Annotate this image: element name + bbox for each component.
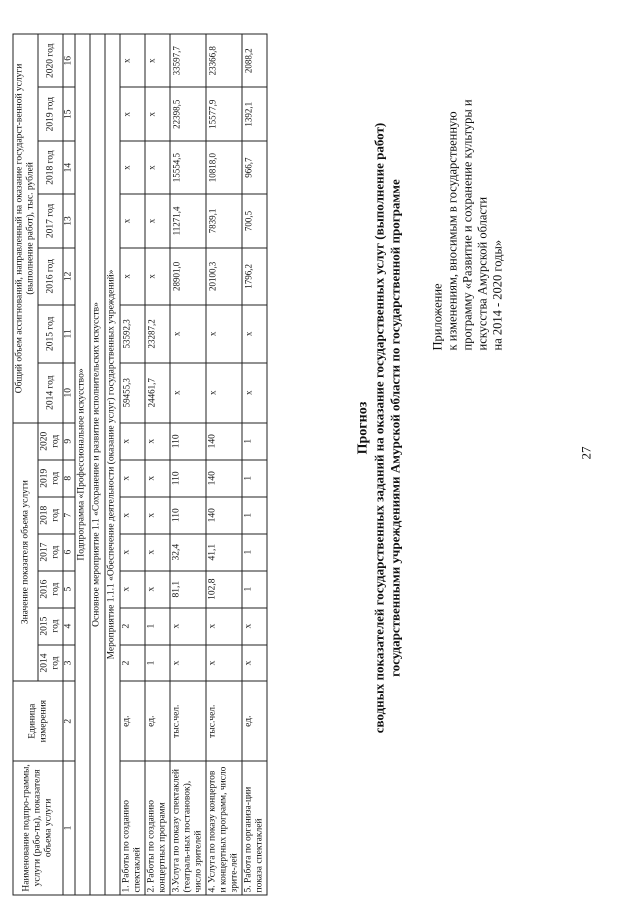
expense-value-cell: 966,7: [242, 140, 267, 193]
title-line: Прогноз: [355, 401, 370, 454]
column-number: 6: [63, 533, 75, 570]
expense-value-cell: х: [120, 247, 145, 304]
header-year: 2016 год: [38, 570, 63, 607]
volume-value-cell: 1: [145, 607, 170, 644]
expense-value-cell: х: [170, 305, 206, 362]
expense-value-cell: х: [145, 194, 170, 247]
column-number: 16: [63, 34, 75, 88]
volume-value-cell: х: [170, 607, 206, 644]
column-number: 4: [63, 607, 75, 644]
expense-value-cell: 59455,3: [120, 362, 145, 422]
expense-value-cell: х: [242, 362, 267, 422]
header-year: 2015 год: [38, 607, 63, 644]
expense-value-cell: 28901,0: [170, 247, 206, 304]
header-expense-year: 2015 год: [38, 305, 63, 362]
column-number: 10: [63, 362, 75, 422]
header-unit: Единица измерения: [13, 681, 63, 760]
document-title: [355, 60, 403, 795]
volume-value-cell: 1: [242, 459, 267, 496]
volume-value-cell: 1: [242, 496, 267, 533]
appendix-block: [430, 10, 505, 350]
header-year: 2017 год: [38, 533, 63, 570]
volume-value-cell: х: [145, 459, 170, 496]
data-rows: [120, 34, 267, 895]
column-number: 13: [63, 194, 75, 247]
appendix-line: программу «Развитие и сохранение культуры и: [460, 98, 474, 350]
header-expense-year: 2019 год: [38, 87, 63, 140]
volume-value-cell: х: [206, 644, 242, 681]
volume-value-cell: 140: [206, 422, 242, 459]
column-number-row: [63, 34, 75, 895]
header-expense-group: Общий объем ассигнований, направленный на оказание государст-венной услуги (выполнение работ), тыс. рублей: [13, 34, 38, 423]
forecast-table-container: [12, 33, 304, 895]
volume-value-cell: 110: [170, 422, 206, 459]
forecast-table: [12, 33, 267, 895]
expense-value-cell: 11271,4: [170, 194, 206, 247]
volume-value-cell: х: [120, 496, 145, 533]
appendix-line: искусства Амурской области: [475, 196, 489, 350]
header-expense-year: 2014 год: [38, 362, 63, 422]
header-volume-group: Значение показателя объема услуги: [13, 422, 38, 681]
expense-value-cell: х: [170, 362, 206, 422]
column-number: 1: [63, 760, 75, 894]
appendix-line: на 2014 - 2020 годы»: [490, 239, 504, 350]
header-expense-year: 2016 год: [38, 247, 63, 304]
expense-value-cell: 22398,5: [170, 87, 206, 140]
volume-value-cell: х: [120, 533, 145, 570]
table-row: [145, 34, 170, 895]
expense-value-cell: х: [242, 305, 267, 362]
row-unit-cell: тыс.чел.: [206, 681, 242, 760]
row-name-cell: 5. Работа по организа-ции показа спектаклей: [242, 760, 267, 894]
volume-value-cell: 2: [120, 644, 145, 681]
column-number: 15: [63, 87, 75, 140]
column-number: 3: [63, 644, 75, 681]
expense-value-cell: х: [206, 362, 242, 422]
title-line: сводных показателей государственных заданий на оказание государственных услуг (выполнение работ): [371, 122, 386, 733]
row-unit-cell: ед.: [242, 681, 267, 760]
expense-value-cell: х: [145, 87, 170, 140]
expense-value-cell: х: [206, 305, 242, 362]
main-activity-row: Основное мероприятие 1.1 «Сохранение и развитие исполнительских искусств»: [90, 34, 105, 895]
expense-value-cell: х: [145, 34, 170, 88]
expense-value-cell: 10818,0: [206, 140, 242, 193]
volume-value-cell: х: [120, 422, 145, 459]
volume-value-cell: х: [145, 570, 170, 607]
header-expense-year: 2018 год: [38, 140, 63, 193]
volume-value-cell: 41,1: [206, 533, 242, 570]
expense-value-cell: х: [120, 34, 145, 88]
table-row: [242, 34, 267, 895]
expense-value-cell: 15554,5: [170, 140, 206, 193]
header-year: 2018 год: [38, 496, 63, 533]
column-number: 11: [63, 305, 75, 362]
volume-value-cell: 81,1: [170, 570, 206, 607]
header-year: 2020 год: [38, 422, 63, 459]
expense-value-cell: х: [145, 140, 170, 193]
column-number: 8: [63, 459, 75, 496]
row-name-cell: 2. Работы по созданию концертных программ: [145, 760, 170, 894]
expense-value-cell: 1796,2: [242, 247, 267, 304]
appendix-line: к изменениям, вносимым в государственную: [445, 110, 459, 350]
table-row: [170, 34, 206, 895]
column-number: 5: [63, 570, 75, 607]
volume-value-cell: х: [145, 533, 170, 570]
expense-value-cell: х: [120, 194, 145, 247]
row-unit-cell: ед.: [145, 681, 170, 760]
volume-value-cell: 2: [120, 607, 145, 644]
subprogram-row: Подпрограмма «Профессиональное искусство»: [75, 34, 90, 895]
volume-value-cell: 1: [242, 570, 267, 607]
expense-value-cell: 15577,9: [206, 87, 242, 140]
expense-value-cell: х: [120, 87, 145, 140]
expense-value-cell: х: [120, 140, 145, 193]
expense-value-cell: 23287,2: [145, 305, 170, 362]
row-name-cell: 1. Работы по созданию спектаклей: [120, 760, 145, 894]
table-row: [206, 34, 242, 895]
header-year: 2019 год: [38, 459, 63, 496]
volume-value-cell: х: [242, 607, 267, 644]
expense-value-cell: 53592,3: [120, 305, 145, 362]
table-row: [120, 34, 145, 895]
expense-value-cell: 7839,1: [206, 194, 242, 247]
volume-value-cell: х: [206, 607, 242, 644]
header-expense-year: 2017 год: [38, 194, 63, 247]
expense-value-cell: 23366,8: [206, 34, 242, 88]
volume-value-cell: 140: [206, 496, 242, 533]
appendix-line: Приложение: [430, 282, 444, 350]
row-unit-cell: тыс.чел.: [170, 681, 206, 760]
volume-value-cell: 110: [170, 459, 206, 496]
volume-value-cell: 1: [242, 533, 267, 570]
volume-value-cell: х: [120, 459, 145, 496]
volume-value-cell: х: [242, 644, 267, 681]
column-number: 2: [63, 681, 75, 760]
expense-value-cell: 1392,1: [242, 87, 267, 140]
activity-row: Мероприятие 1.1.1 «Обеспечение деятельности (оказание услуг) государственных учреждений»: [105, 34, 120, 895]
volume-value-cell: 1: [145, 644, 170, 681]
volume-value-cell: 102,8: [206, 570, 242, 607]
expense-value-cell: 24461,7: [145, 362, 170, 422]
volume-value-cell: х: [170, 644, 206, 681]
column-number: 12: [63, 247, 75, 304]
header-name: Наименование подпро-граммы, услуги (рабо-ты), показателя объема услуги: [13, 760, 63, 894]
page-number: 27: [578, 446, 593, 459]
row-name-cell: 3.Услуга по показу спектаклей (театраль-ных постановок), число зрителей: [170, 760, 206, 894]
volume-value-cell: х: [145, 422, 170, 459]
volume-value-cell: х: [145, 496, 170, 533]
expense-value-cell: 20100,3: [206, 247, 242, 304]
volume-value-cell: 140: [206, 459, 242, 496]
expense-value-cell: х: [145, 247, 170, 304]
volume-value-cell: 110: [170, 496, 206, 533]
volume-value-cell: 1: [242, 422, 267, 459]
header-expense-year: 2020 год: [38, 34, 63, 88]
expense-value-cell: 33597,7: [170, 34, 206, 88]
row-name-cell: 4. Услуга по показу концертов и концертных программ, число зрите-лей: [206, 760, 242, 894]
volume-value-cell: 32,4: [170, 533, 206, 570]
column-number: 7: [63, 496, 75, 533]
expense-value-cell: 2088,2: [242, 34, 267, 88]
row-unit-cell: ед.: [120, 681, 145, 760]
title-line: государственными учреждениями Амурской области по государственной программе: [387, 178, 402, 677]
header-year: 2014 год: [38, 644, 63, 681]
volume-value-cell: х: [120, 570, 145, 607]
column-number: 14: [63, 140, 75, 193]
expense-value-cell: 700,5: [242, 194, 267, 247]
column-number: 9: [63, 422, 75, 459]
